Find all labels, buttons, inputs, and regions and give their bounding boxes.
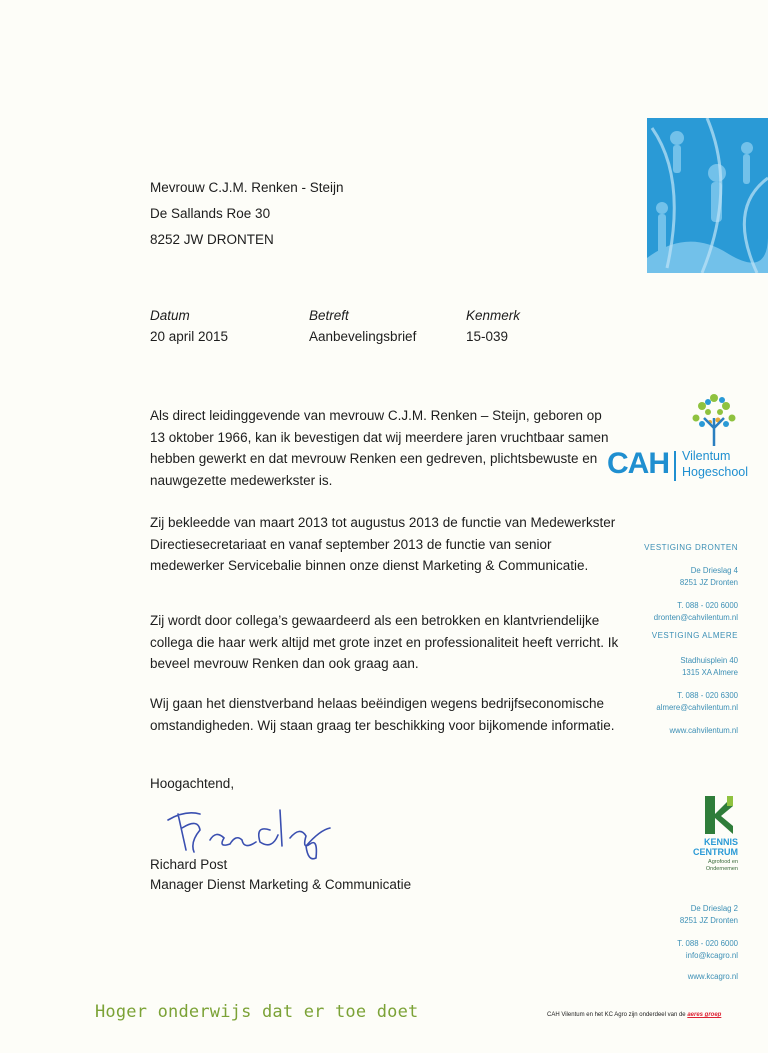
kc-street: De Drieslag 2 [690,904,738,913]
kc-title-2: CENTRUM [693,847,738,857]
paragraph-3: Zij wordt door collega’s gewaardeerd als een betrokken en klantvriendelijke collega die haar werk altijd met grote inzet en professionaliteit heeft verricht. Ik beveel mevrouw Renken dan ook graag aan. [150,613,619,671]
dronten-city: 8251 JZ Dronten [679,578,738,587]
logo-divider [674,451,676,481]
kc-city: 8251 JZ Dronten [679,916,738,925]
kc-sub-2: Ondernemen [705,866,738,872]
date-label: Datum [150,308,190,323]
header-photo-banner [647,118,768,273]
cah-logo-abbr: CAH [607,447,669,480]
paragraph-2: Zij bekleedde van maart 2013 tot augustus 2013 de functie van Medewerkster Directiesecretariaat en vanaf september 2013 de functie van senior medewerker Servicebalie binnen onze dienst Marketing & Communicatie. [150,515,616,573]
footer-tagline: Hoger onderwijs dat er toe doet [95,1002,419,1022]
recipient-street: De Sallands Roe 30 [150,206,271,221]
date-value: 20 april 2015 [150,329,229,344]
footer-note-text: CAH Vilentum en het KC Agro zijn onderdeel van de [547,1012,686,1018]
almere-street: Stadhuisplein 40 [680,656,738,665]
kc-sub-1: Agrofood en [708,859,738,865]
signer-name: Richard Post [150,857,228,872]
kc-title-1: KENNIS [703,837,738,847]
paragraph-1: Als direct leidinggevende van mevrouw C.J.M. Renken – Steijn, geboren op 13 oktober 1966, kan ik bevestigen dat wij meerdere jaren vruchtbaar samen hebben gewerkt en dat mevrouw Renken een gedreven, plichtsbewuste en nauwgezette medewerkster is. [150,408,609,488]
subject-value: Aanbevelingsbrief [309,329,417,344]
aeres-group-logo: aeres groep [687,1012,722,1018]
closing: Hoogachtend, [150,776,235,791]
dronten-email: dronten@cahvilentum.nl [653,613,738,622]
recipient-city: 8252 JW DRONTEN [150,232,274,247]
almere-phone: T. 088 - 020 6300 [677,691,738,700]
dronten-heading: VESTIGING DRONTEN [644,543,738,552]
almere-email: almere@cahvilentum.nl [656,703,738,712]
kc-logo-icon [703,794,737,836]
dronten-phone: T. 088 - 020 6000 [677,601,738,610]
paragraph-4: Wij gaan het dienstverband helaas beëindigen wegens bedrijfseconomische omstandigheden. Wij staan graag ter beschikking voor bijkomende informatie. [150,696,615,733]
cah-logo-line1: Vilentum [682,449,731,463]
cah-logo-line2: Hogeschool [682,465,749,479]
footer-note [547,1012,721,1018]
almere-website: www.cahvilentum.nl [669,726,738,735]
kc-email: info@kcagro.nl [685,951,738,960]
almere-city: 1315 XA Almere [682,668,738,677]
kc-phone: T. 088 - 020 6000 [677,939,738,948]
reference-value: 15-039 [466,329,509,344]
subject-label: Betreft [309,308,349,323]
almere-heading: VESTIGING ALMERE [651,631,738,640]
signer-title: Manager Dienst Marketing & Communicatie [150,877,412,892]
kc-website: www.kcagro.nl [687,972,738,981]
signature-image [160,800,335,860]
dronten-street: De Drieslag 4 [690,566,738,575]
tree-logo-icon [682,388,744,448]
reference-label: Kenmerk [466,308,521,323]
recipient-name: Mevrouw C.J.M. Renken - Steijn [150,180,344,195]
